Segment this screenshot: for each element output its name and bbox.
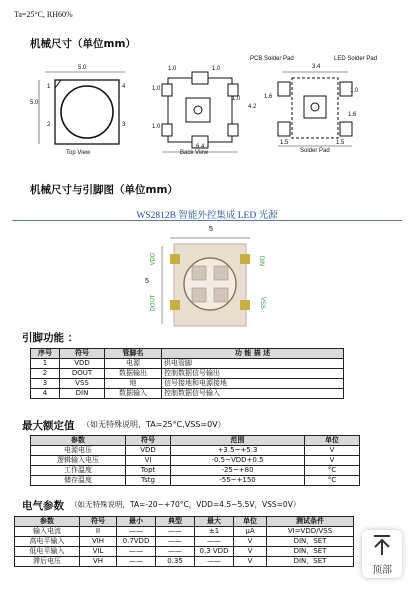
table-cell: 控制数据信号输出 [162,369,344,379]
col-header: 参数 [15,517,80,527]
table-cell: ±1 [195,527,234,537]
table-cell: —— [117,547,156,557]
arrow-up-icon [372,534,392,556]
col-header: 管脚名 [105,349,162,359]
pin-label-vss: VSS [259,296,266,310]
product-banner: WS2812B 智能外控集成 LED 光源 [136,211,278,221]
max-ratings-note: （如无特殊说明，TA=25°C,VSS=0V） [82,420,226,429]
table-cell: °C [305,466,360,476]
back-to-top-label: 顶部 [372,565,392,576]
table-header-row [31,349,344,359]
col-header: 参数 [31,436,126,446]
led-solder-pad-label: LED Solder Pad [334,56,378,62]
table-cell: VI [126,456,171,466]
table-cell: 低电平输入 [15,547,80,557]
table-row [31,369,344,379]
table-row [31,359,344,369]
table-cell: DIN，SET [267,547,354,557]
table-cell: 2 [31,369,60,379]
table-cell: VI=VDD/VSS [267,527,354,537]
table-row [15,547,354,557]
col-header: 范围 [171,436,305,446]
table-cell: V [234,547,267,557]
table-cell: II [80,527,117,537]
top-view-drawing [25,60,145,160]
col-header: 单位 [234,517,267,527]
pin-label-dout: DOUT [150,294,157,312]
table-cell: —— [195,537,234,547]
table-cell: °C [305,476,360,486]
table-cell: 滞后电压 [15,557,80,567]
back-dim-4: 1.0 [232,96,241,102]
col-header: 典型 [156,517,195,527]
col-header: 最大 [195,517,234,527]
table-cell: DIN，SET [267,537,354,547]
table-cell: V [305,456,360,466]
pinout-width: 5 [209,226,213,233]
table-cell: 地 [105,379,162,389]
table-cell: —— [156,547,195,557]
pcb-solder-pad-label: PCB Solder Pad [250,56,294,62]
back-dim-width: 6.4 [196,144,205,150]
table-cell: 4 [31,389,60,399]
table-cell: -25~+80 [171,466,305,476]
col-header: 序号 [31,349,60,359]
table-cell: 工作温度 [31,466,126,476]
table-cell: VDD [126,446,171,456]
pin-label-vdd: VDD [150,252,157,266]
table-cell: Topt [126,466,171,476]
table-cell: DIN，SET [267,557,354,567]
table-cell: -55~+150 [171,476,305,486]
table-header-row [31,436,360,446]
top-pin-3: 3 [122,122,126,128]
table-header-row [15,517,354,527]
table-cell: —— [195,557,234,567]
table-cell: V [234,537,267,547]
back-dim-1: 1.0 [168,66,177,72]
table-cell: 0.3 VDD [195,547,234,557]
col-header: 符号 [80,517,117,527]
table-row [15,557,354,567]
table-cell: —— [156,537,195,547]
back-dim-5: 1.0 [152,124,161,130]
back-dim-2: 1.0 [212,66,221,72]
table-cell: DOUT [60,369,105,379]
col-header: 最小 [117,517,156,527]
pad-dim-3: 1.6 [264,94,273,100]
table-row [15,527,354,537]
table-cell: 电源电压 [31,446,126,456]
pin-function-table [30,348,344,399]
top-pin-2: 2 [47,122,51,128]
top-pin-1: 1 [47,84,51,90]
table-cell: Tstg [126,476,171,486]
table-cell: DIN [60,389,105,399]
col-header: 符号 [126,436,171,446]
ambient-note: Ta=25°C, RH60% [14,10,73,19]
col-header: 测试条件 [267,517,354,527]
table-cell: 0.35 [156,557,195,567]
pad-dim-4: 4.2 [248,104,257,110]
table-cell: 控制数据信号输入 [162,389,344,399]
max-ratings-table [30,435,360,486]
table-row [31,466,360,476]
table-cell: 输入电流 [15,527,80,537]
electrical-note: （如无特殊说明，TA=-20~+70°C，VDD=4.5~5.5V，VSS=0V） [70,500,301,509]
col-header: 符号 [60,349,105,359]
table-cell: VH [80,557,117,567]
table-cell: V [305,446,360,456]
top-view-width: 5.0 [78,65,87,71]
table-cell: VDD [60,359,105,369]
section-title-electrical: 电气参数 [22,500,64,512]
table-cell: VSS [60,379,105,389]
pad-dim-6: 1.5 [280,140,289,146]
table-cell: 3 [31,379,60,389]
pin-label-din: DIN [258,255,265,267]
table-cell: V [234,557,267,567]
pad-dim-2: 1.0 [350,88,359,94]
top-pin-4: 4 [122,84,126,90]
pad-dim-5: 1.6 [348,112,357,118]
table-cell: -0.5~VDD+0.5 [171,456,305,466]
table-cell: +3.5~+5.3 [171,446,305,456]
section-title-pin-function: 引脚功能 ： [22,332,79,344]
pad-dim-1: 3.4 [312,64,321,70]
table-cell: 储存温度 [31,476,126,486]
top-view-caption: Top View [66,150,91,156]
back-view-caption: Back View [180,150,208,156]
table-cell: 高电平输入 [15,537,80,547]
section-title-max-ratings: 最大额定值 [22,420,75,432]
pinout-drawing [140,224,280,334]
table-row [31,456,360,466]
table-row [31,476,360,486]
table-cell: 供电管脚 [162,359,344,369]
section-title-pinout: 机械尺寸与引脚图（单位mm） [30,184,178,196]
pinout-height: 5 [145,278,149,285]
pad-dim-7: 1.5 [336,140,345,146]
table-row [15,537,354,547]
solder-pad-caption: Solder Pad [300,148,330,154]
solder-pad-drawing [260,62,370,154]
table-cell: 信号接地和电源接地 [162,379,344,389]
table-cell: 数据输入 [105,389,162,399]
table-cell: VIH [80,537,117,547]
table-row [31,379,344,389]
col-header: 功 能 描 述 [162,349,344,359]
table-cell: —— [117,527,156,537]
table-cell: 1 [31,359,60,369]
table-cell: μA [234,527,267,537]
table-cell: VIL [80,547,117,557]
table-cell: 电源 [105,359,162,369]
back-dim-3: 1.0 [152,86,161,92]
table-cell: 0.7VDD [117,537,156,547]
table-row [31,389,344,399]
col-header: 单位 [305,436,360,446]
back-to-top-button[interactable] [362,530,402,578]
table-cell: —— [117,557,156,567]
table-cell: 逻辑输入电压 [31,456,126,466]
table-row [31,446,360,456]
electrical-table [14,516,354,567]
table-cell: 数据输出 [105,369,162,379]
section-title-mechanical: 机械尺寸（单位mm） [30,38,136,50]
table-cell: —— [156,527,195,537]
top-view-height: 5.0 [30,100,39,106]
